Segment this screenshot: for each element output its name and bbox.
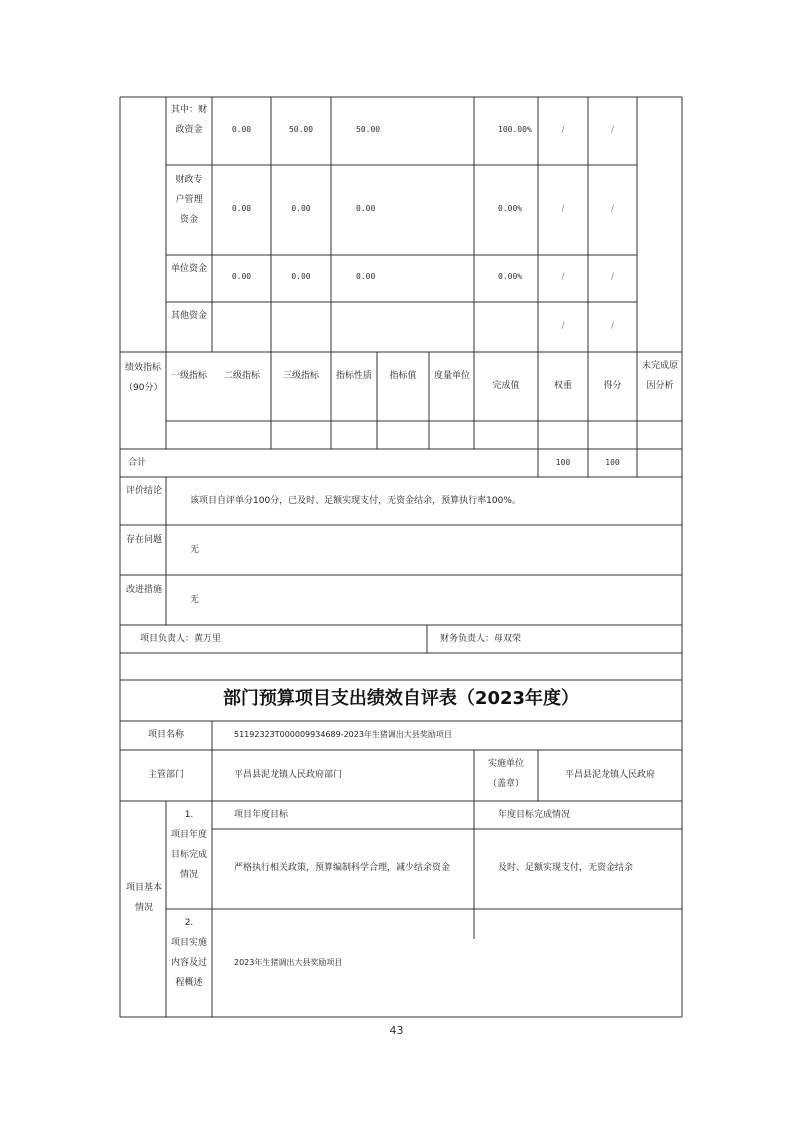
improve-label: 改进措施 <box>126 585 163 595</box>
impl-value: 平昌县泥龙镇人民政府 <box>564 770 655 780</box>
item2-text: 2023年生猪调出大县奖励项目 <box>234 958 343 967</box>
item1-label: 项目年度目标完成情况 <box>170 830 207 880</box>
fund-budget: 0.00 <box>231 125 252 134</box>
improve-text: 无 <box>190 595 200 605</box>
total-label: 合计 <box>128 458 147 468</box>
fund-label-fiscal: 其中：财政资金 <box>170 105 207 135</box>
completion-header: 年度目标完成情况 <box>498 810 571 820</box>
fund-label-other: 其他资金 <box>170 311 207 321</box>
col-target: 指标值 <box>389 371 417 381</box>
fund-rate: 0.00% <box>498 204 523 213</box>
total-score: 100 <box>605 458 620 467</box>
item1-number: 1. <box>184 810 194 820</box>
goal-text: 严格执行相关政策，预算编制科学合理，减少结余资金 <box>234 863 451 873</box>
total-weight: 100 <box>555 458 571 467</box>
completion-text: 及时、足额实现支付，无资金结余 <box>498 863 634 873</box>
page-number: 43 <box>389 1024 404 1037</box>
fund-score: / <box>610 272 615 282</box>
project-name: 51192323T000009934689-2023年生猪调出大县奖励项目 <box>234 730 452 739</box>
col-nature: 指标性质 <box>335 371 372 381</box>
project-lead: 项目负责人：黄万里 <box>140 634 222 644</box>
fund-executed: 0.00 <box>356 204 376 213</box>
col-actual: 完成值 <box>492 381 520 391</box>
problems-text: 无 <box>190 545 200 555</box>
dept-label: 主管部门 <box>147 770 184 780</box>
fund-score: / <box>610 321 615 331</box>
fund-executed: 0.00 <box>356 272 376 281</box>
problems-label: 存在问题 <box>126 535 163 545</box>
fund-label-unit: 单位资金 <box>170 264 207 274</box>
finance-lead: 财务负责人：母双荣 <box>440 634 522 644</box>
col-level2: 二级指标 <box>223 371 260 381</box>
project-name-label: 项目名称 <box>147 730 184 740</box>
fund-label-special: 财政专户管理资金 <box>175 175 203 225</box>
goal-header: 项目年度目标 <box>234 810 289 820</box>
fund-weight: / <box>561 272 565 282</box>
fund-weight: / <box>561 125 565 135</box>
fund-rate: 0.00% <box>498 272 523 281</box>
evaluation-text: 该项目自评单分100分，已及时、足额实现支付，无资金结余，预算执行率100%。 <box>190 496 521 506</box>
indicator-section-label: 绩效指标（90分） <box>124 363 163 393</box>
col-level3: 三级指标 <box>282 371 319 381</box>
impl-label: 实施单位（盖章） <box>487 759 524 789</box>
col-level1: 一级指标 <box>170 371 207 381</box>
basic-info-label: 项目基本情况 <box>126 883 163 913</box>
fund-weight: / <box>561 321 565 331</box>
fund-budget: 0.00 <box>231 204 252 213</box>
fund-adjusted: 50.00 <box>288 125 314 134</box>
form-title: 部门预算项目支出绩效自评表（2023年度） <box>222 688 580 709</box>
fund-executed: 50.00 <box>356 125 381 134</box>
evaluation-label: 评价结论 <box>126 486 163 496</box>
item2-label: 项目实施内容及过程概述 <box>170 938 207 988</box>
item2-number: 2. <box>184 918 194 928</box>
col-score: 得分 <box>603 381 622 391</box>
fund-weight: / <box>561 204 565 214</box>
dept-value: 平昌县泥龙镇人民政府部门 <box>234 770 343 780</box>
fund-adjusted: 0.00 <box>291 204 311 213</box>
fund-score: / <box>610 204 615 214</box>
col-unit: 度量单位 <box>434 371 471 381</box>
fund-score: / <box>610 125 615 135</box>
fund-adjusted: 0.00 <box>291 272 311 281</box>
fund-rate: 100.00% <box>498 125 532 134</box>
col-weight: 权重 <box>553 381 572 391</box>
fund-budget: 0.00 <box>231 272 252 281</box>
col-reason: 未完成原因分析 <box>641 361 678 391</box>
